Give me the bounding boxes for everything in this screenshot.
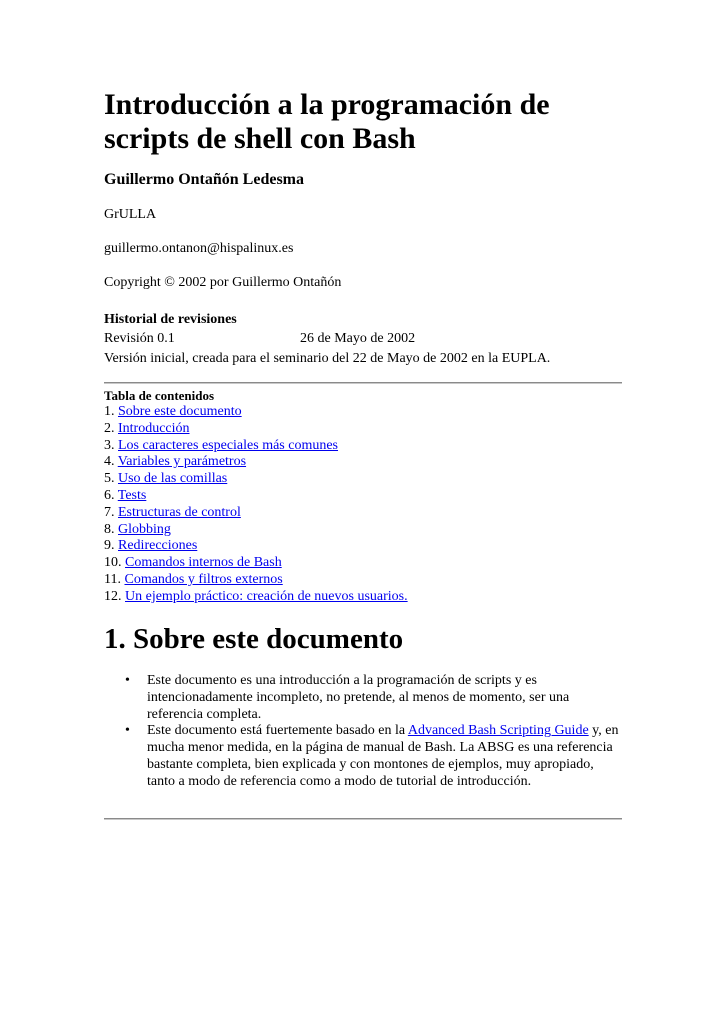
toc-link-redirecciones[interactable]: Redirecciones — [118, 538, 198, 554]
toc-list — [104, 404, 408, 606]
author-name: Guillermo Ontañón Ledesma — [104, 171, 305, 188]
revision-history-heading: Historial de revisiones — [104, 312, 237, 327]
toc-link-introduccion[interactable]: Introducción — [118, 420, 190, 436]
advanced-bash-scripting-guide-link[interactable]: Advanced Bash Scripting Guide — [407, 723, 589, 739]
section-bullet-list — [104, 673, 622, 791]
toc-item — [104, 572, 408, 589]
toc-link-comandos-internos[interactable]: Comandos internos de Bash — [125, 555, 282, 571]
bullet-text-after: y, en mucha menor medida, en la página de manual de Bash. La ABSG es una referencia bastante completa, bien explicada y con montones de ejemplos, muy apropiado, tanto a modo de referencia como a modo de tutorial de introducción. — [147, 723, 619, 789]
organization: GrULLA — [104, 207, 157, 222]
toc-link-caracteres-especiales[interactable]: Los caracteres especiales más comunes — [118, 437, 339, 453]
toc-link-tests[interactable]: Tests — [117, 487, 147, 503]
toc-link-uso-comillas[interactable]: Uso de las comillas — [118, 471, 228, 487]
toc-item-number: 10. — [104, 555, 122, 571]
toc-item — [104, 505, 408, 522]
author-email: guillermo.ontanon@hispalinux.es — [104, 241, 294, 256]
toc-item — [104, 454, 408, 471]
document-title: Introducción a la programación de scripts de shell con Bash — [104, 88, 550, 155]
toc-item — [104, 488, 408, 505]
toc-item-number: 3. — [104, 437, 115, 453]
toc-item-number: 12. — [104, 588, 122, 604]
toc-link-sobre-este-documento[interactable]: Sobre este documento — [118, 404, 242, 419]
bullet-text-before: Este documento está fuertemente basado en la — [147, 723, 408, 739]
toc-item-number: 8. — [104, 521, 115, 537]
toc-link-estructuras-control[interactable]: Estructuras de control — [118, 504, 241, 520]
toc-item — [104, 421, 408, 438]
divider-bottom — [104, 818, 622, 820]
toc-item-number: 5. — [104, 471, 115, 487]
toc-heading: Tabla de contenidos — [104, 388, 215, 403]
bullet-icon: • — [125, 673, 130, 688]
toc-item-number: 4. — [104, 454, 115, 470]
bullet-icon: • — [125, 723, 130, 739]
revision-date: 26 de Mayo de 2002 — [300, 331, 416, 346]
list-item — [104, 723, 622, 790]
toc-link-globbing[interactable]: Globbing — [118, 521, 171, 537]
toc-item-number: 6. — [104, 487, 115, 503]
toc-item-number: 1. — [104, 404, 115, 419]
toc-item-number: 2. — [104, 420, 115, 436]
toc-item — [104, 522, 408, 539]
toc-item-number: 11. — [104, 571, 121, 587]
toc-item — [104, 471, 408, 488]
toc-item-number: 7. — [104, 504, 115, 520]
toc-item — [104, 404, 408, 421]
toc-link-ejemplo-practico[interactable]: Un ejemplo práctico: creación de nuevos usuarios. — [125, 588, 408, 604]
revision-number: Revisión 0.1 — [104, 331, 175, 346]
toc-item-number: 9. — [104, 538, 115, 554]
toc-item — [104, 438, 408, 455]
toc-item — [104, 589, 408, 606]
bullet-text: Este documento es una introducción a la programación de scripts y es intencionadamente incompleto, no pretende, al menos de momento, ser una referencia completa. — [147, 673, 570, 722]
toc-link-variables-parametros[interactable]: Variables y parámetros — [117, 454, 247, 470]
toc-item — [104, 555, 408, 572]
toc-item — [104, 538, 408, 555]
toc-link-comandos-filtros-externos[interactable]: Comandos y filtros externos — [124, 571, 283, 587]
revision-description: Versión inicial, creada para el seminario del 22 de Mayo de 2002 en la EUPLA. — [104, 351, 551, 366]
copyright-notice: Copyright © 2002 por Guillermo Ontañón — [104, 275, 342, 290]
revision-row — [104, 331, 416, 347]
list-item — [104, 673, 622, 723]
section-heading: 1. Sobre este documento — [104, 623, 404, 655]
divider-top — [104, 382, 622, 384]
